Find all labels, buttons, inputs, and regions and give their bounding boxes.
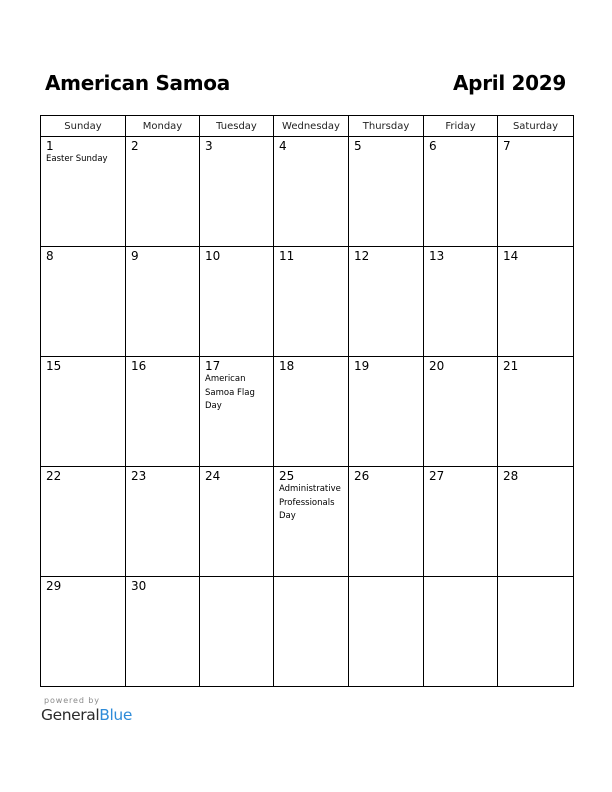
day-cell (424, 247, 498, 357)
day-cell (274, 247, 349, 357)
footer-branding (41, 696, 132, 724)
day-number (274, 577, 348, 580)
day-cell (126, 467, 200, 577)
day-cell (349, 137, 424, 247)
week-row (41, 137, 574, 247)
calendar-grid (40, 115, 574, 687)
day-cell (424, 137, 498, 247)
day-cell (274, 357, 349, 467)
day-number: 1 (46, 139, 54, 153)
day-cell (200, 137, 274, 247)
day-number: 29 (46, 579, 62, 593)
holiday-label: Easter Sunday (46, 154, 108, 164)
week-row (41, 577, 574, 687)
day-number: 24 (205, 469, 221, 483)
weekday-header: Wednesday (274, 116, 349, 137)
day-cell (349, 467, 424, 577)
day-number: 17 (205, 359, 221, 373)
day-cell (41, 467, 126, 577)
day-number: 28 (503, 469, 519, 483)
day-cell (498, 357, 574, 467)
day-cell (126, 357, 200, 467)
day-cell (41, 247, 126, 357)
day-number (498, 577, 573, 580)
holiday-label: American Samoa Flag Day (205, 374, 255, 411)
day-number: 6 (429, 139, 437, 153)
day-number: 16 (131, 359, 147, 373)
day-cell (200, 467, 274, 577)
day-number: 11 (279, 249, 295, 263)
weekday-header: Saturday (498, 116, 574, 137)
weekday-header: Friday (424, 116, 498, 137)
day-cell (424, 467, 498, 577)
day-cell (200, 577, 274, 687)
day-number: 15 (46, 359, 62, 373)
weekday-header: Monday (126, 116, 200, 137)
day-number: 4 (279, 139, 287, 153)
day-number: 10 (205, 249, 221, 263)
day-cell (200, 357, 274, 467)
day-number: 7 (503, 139, 511, 153)
day-number: 8 (46, 249, 54, 263)
day-cell (349, 577, 424, 687)
day-cell (126, 577, 200, 687)
weekday-header: Thursday (349, 116, 424, 137)
day-number: 26 (354, 469, 370, 483)
day-cell (498, 577, 574, 687)
logo-blue-text: Blue (99, 706, 132, 724)
week-row (41, 357, 574, 467)
day-number: 3 (205, 139, 213, 153)
day-cell (126, 137, 200, 247)
day-number: 5 (354, 139, 362, 153)
day-cell (498, 247, 574, 357)
week-row (41, 247, 574, 357)
generalblue-logo (41, 706, 132, 724)
day-number: 19 (354, 359, 370, 373)
day-number: 22 (46, 469, 62, 483)
day-cell (274, 137, 349, 247)
day-number: 18 (279, 359, 295, 373)
day-cell (274, 467, 349, 577)
day-number: 25 (279, 469, 295, 483)
day-number: 13 (429, 249, 445, 263)
day-cell (41, 357, 126, 467)
day-cell (498, 137, 574, 247)
country-title: American Samoa (45, 71, 230, 95)
day-cell (424, 577, 498, 687)
weekday-header: Sunday (41, 116, 126, 137)
day-cell (41, 137, 126, 247)
day-cell (498, 467, 574, 577)
day-number: 9 (131, 249, 139, 263)
day-cell (349, 247, 424, 357)
day-number: 27 (429, 469, 445, 483)
weekday-header: Tuesday (200, 116, 274, 137)
week-row (41, 467, 574, 577)
day-cell (349, 357, 424, 467)
month-year-title: April 2029 (453, 71, 566, 95)
day-cell (200, 247, 274, 357)
day-cell (41, 577, 126, 687)
day-number: 21 (503, 359, 519, 373)
day-number: 2 (131, 139, 139, 153)
day-number (200, 577, 273, 580)
holiday-label: Administrative Professionals Day (279, 484, 341, 521)
weekday-header-row (41, 116, 574, 137)
day-number (349, 577, 423, 580)
day-number (424, 577, 497, 580)
powered-by-text: powered by (44, 696, 100, 705)
day-number: 20 (429, 359, 445, 373)
day-cell (126, 247, 200, 357)
day-cell (274, 577, 349, 687)
day-cell (424, 357, 498, 467)
calendar-body (41, 137, 574, 687)
day-number: 12 (354, 249, 370, 263)
day-number: 14 (503, 249, 519, 263)
day-number: 23 (131, 469, 147, 483)
logo-general-text: General (41, 706, 100, 724)
day-number: 30 (131, 579, 147, 593)
